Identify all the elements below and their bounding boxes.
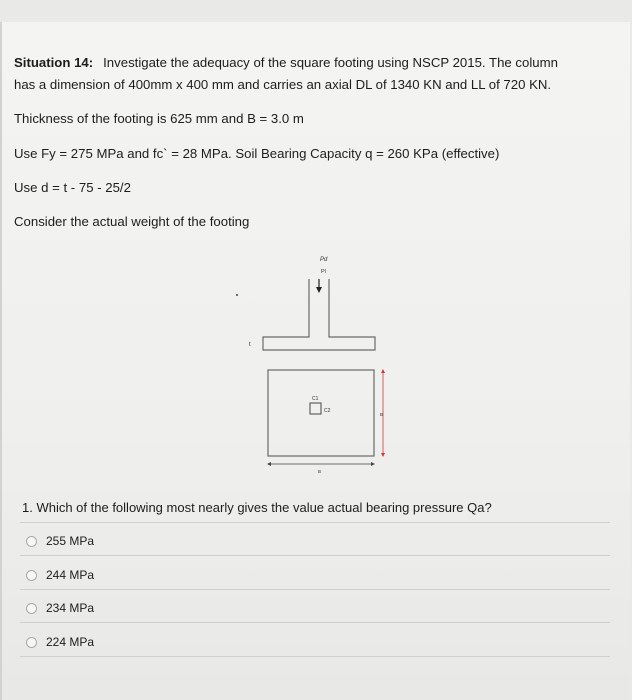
answer-option[interactable] [26, 635, 94, 649]
radio-button[interactable] [26, 570, 37, 581]
option-label: 234 MPa [46, 601, 95, 615]
option-label: 255 MPa [46, 534, 95, 548]
radio-button[interactable] [26, 603, 37, 614]
answer-option[interactable] [26, 534, 94, 548]
option-label: 224 MPa [46, 635, 95, 649]
load-dl-label: Pd [320, 257, 328, 263]
option-label: 244 MPa [46, 568, 95, 582]
divider [20, 622, 610, 623]
situation-label: Situation 14: [14, 55, 94, 70]
effective-depth-line: Use d = t - 75 - 25/2 [14, 180, 131, 195]
situation-text: Investigate the adequacy of the square footing using NSCP 2015. The column [103, 55, 558, 70]
thickness-label: t [249, 342, 251, 348]
mark-dot [236, 294, 238, 296]
load-arrowhead [316, 287, 322, 293]
width-label: B [380, 412, 384, 417]
footing-diagram-svg [232, 247, 402, 482]
question-text: 1. Which of the following most nearly gives the value actual bearing pressure Qa? [22, 500, 492, 515]
answer-option[interactable] [26, 568, 94, 582]
situation-line-2: has a dimension of 400mm x 400 mm and carries an axial DL of 1340 KN and LL of 720 KN. [14, 77, 552, 92]
divider [20, 555, 610, 556]
situation-line-1 [14, 55, 558, 70]
document-page [0, 22, 630, 700]
column-c1-label: C1 [312, 396, 319, 402]
footing-weight-line: Consider the actual weight of the footing [14, 214, 250, 229]
divider [20, 656, 610, 657]
materials-line: Use Fy = 275 MPa and fc` = 28 MPa. Soil Bearing Capacity q = 260 KPa (effective) [14, 146, 500, 161]
column-plan [310, 403, 321, 414]
radio-button[interactable] [26, 637, 37, 648]
thickness-line: Thickness of the footing is 625 mm and B = 3.0 m [14, 111, 304, 126]
answer-option[interactable] [26, 601, 94, 615]
divider [20, 589, 610, 590]
length-label: B [318, 469, 322, 474]
footing-diagram [232, 247, 402, 482]
column-c2-label: C2 [324, 408, 331, 414]
load-ll-label: Pl [321, 269, 326, 275]
divider [20, 522, 610, 523]
radio-button[interactable] [26, 536, 37, 547]
